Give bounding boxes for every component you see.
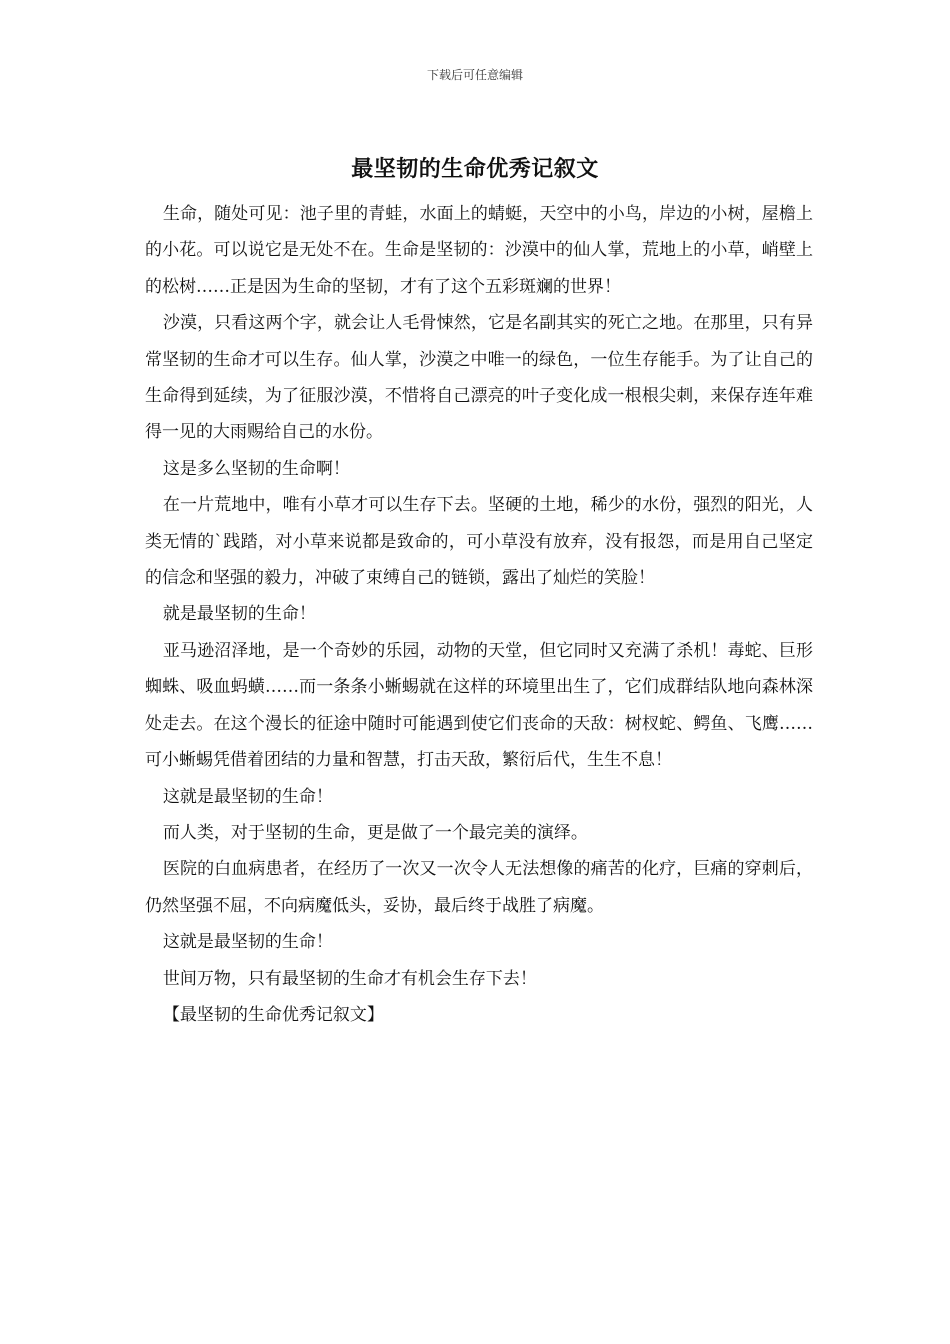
paragraph: 医院的白血病患者，在经历了一次又一次令人无法想像的痛苦的化疗，巨痛的穿刺后，仍然坚强不屈，不向病魔低头，妥协，最后终于战胜了病魔。 xyxy=(145,859,813,916)
document-title: 最坚韧的生命优秀记叙文 xyxy=(351,156,599,182)
closing-title-reference: 【最坚韧的生命优秀记叙文】 xyxy=(162,1004,384,1025)
paragraph: 在一片荒地中，唯有小草才可以生存下去。坚硬的土地，稀少的水份，强烈的阳光，人类无情的`践踏，对小草来说都是致命的，可小草没有放弃，没有报怨，而是用自己坚定的信念和坚强的毅力，冲破了束缚自己的链锁，露出了灿烂的笑脸！ xyxy=(145,495,813,589)
paragraph: 生命，随处可见：池子里的青蛙，水面上的蜻蜓，天空中的小鸟，岸边的小树，屋檐上的小花。可以说它是无处不在。生命是坚韧的：沙漠中的仙人掌，荒地上的小草，峭壁上的松树……正是因为生命的坚韧，才有了这个五彩斑斓的世界！ xyxy=(145,204,813,297)
paragraph: 而人类，对于坚韧的生命，更是做了一个最完美的演绎。 xyxy=(162,822,588,843)
paragraph: 这是多么坚韧的生命啊！ xyxy=(162,458,350,479)
paragraph: 这就是最坚韧的生命！ xyxy=(162,932,333,953)
paragraph: 这就是最坚韧的生命！ xyxy=(162,786,333,807)
document-body xyxy=(145,196,813,1033)
header-note: 下载后可任意编辑 xyxy=(426,68,523,82)
paragraph: 亚马逊沼泽地，是一个奇妙的乐园，动物的天堂，但它同时又充满了杀机！毒蛇、巨形蜘蛛、吸血蚂蟥……而一条条小蜥蜴就在这样的环境里出生了，它们成群结队地向森林深处走去。在这个漫长的征途中随时可能遇到使它们丧命的天敌：树杈蛇、鳄鱼、飞鹰……可小蜥蜴凭借着团结的力量和智慧，打击天敌，繁衍后代，生生不息！ xyxy=(145,640,813,771)
paragraph: 就是最坚韧的生命！ xyxy=(162,604,316,625)
paragraph: 沙漠，只看这两个字，就会让人毛骨悚然，它是名副其实的死亡之地。在那里，只有异常坚韧的生命才可以生存。仙人掌，沙漠之中唯一的绿色，一位生存能手。为了让自己的生命得到延续，为了征服沙漠，不惜将自己漂亮的叶子变化成一根根尖刺，来保存连年难得一见的大雨赐给自己的水份。 xyxy=(145,313,813,443)
paragraph: 世间万物，只有最坚韧的生命才有机会生存下去！ xyxy=(162,968,537,989)
